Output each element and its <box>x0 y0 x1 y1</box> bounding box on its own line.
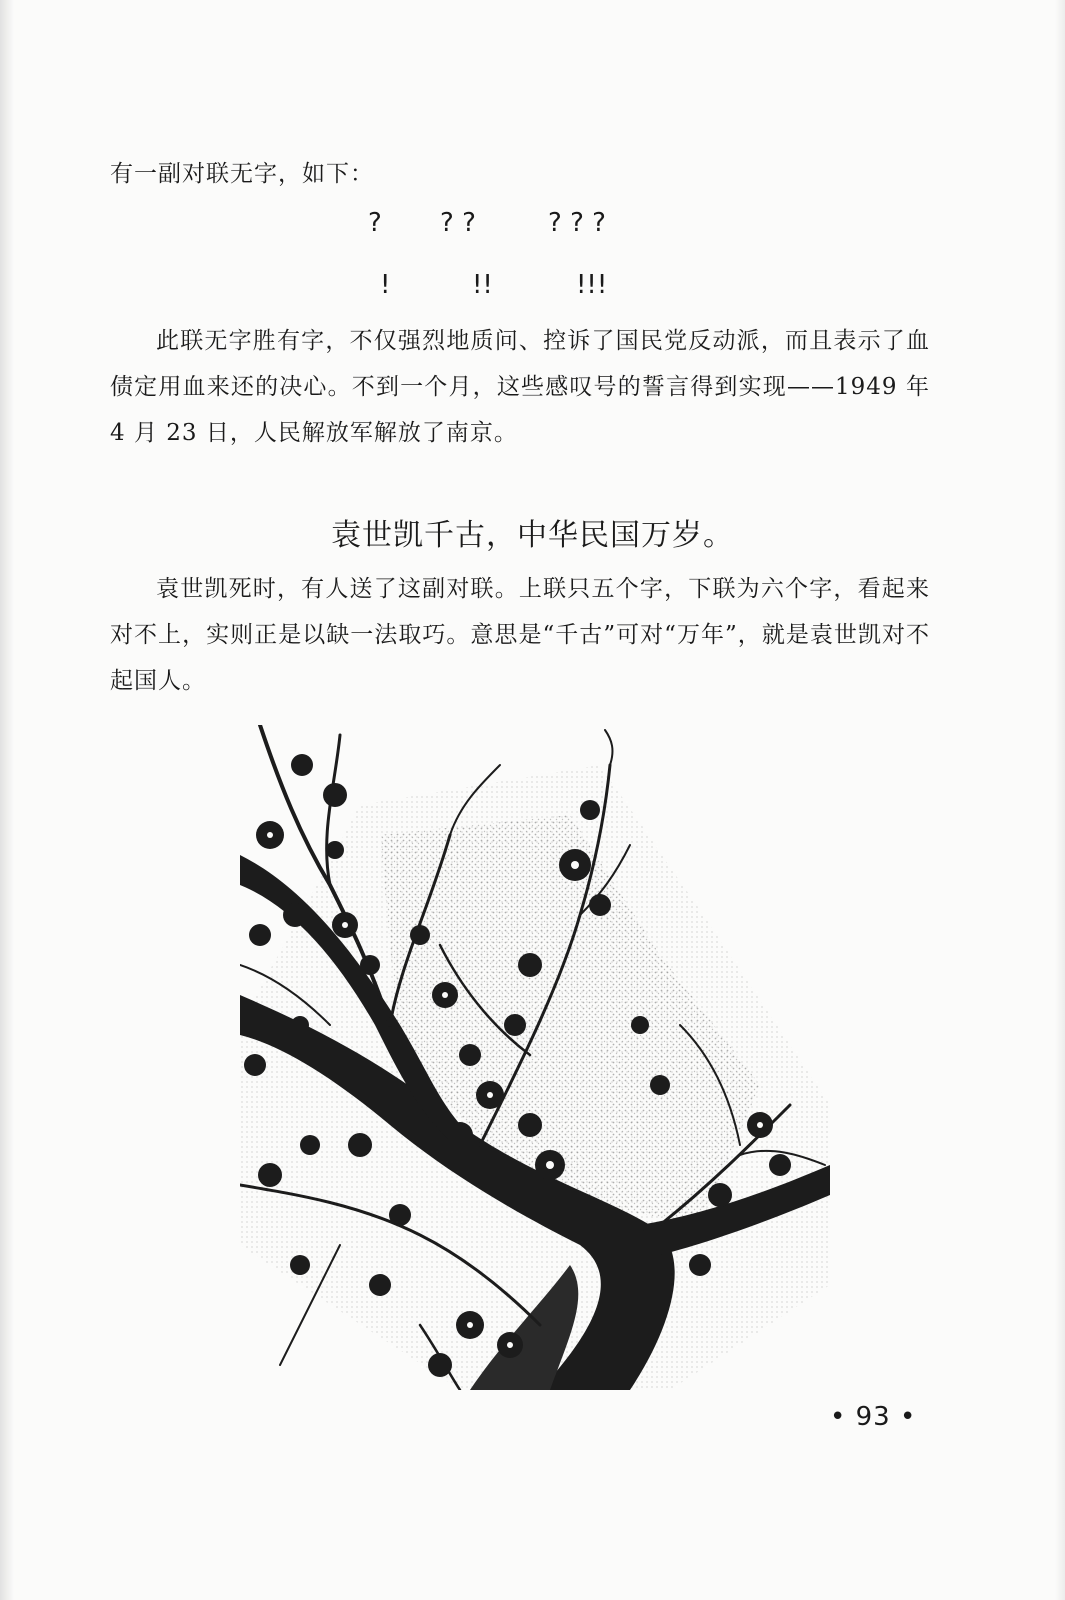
page-shadow-left <box>0 0 14 1600</box>
paragraph-couplet-explanation: 此联无字胜有字，不仅强烈地质问、控诉了国民党反动派，而且表示了血债定用血来还的决心。不到一个月，这些感叹号的誓言得到实现——1949 年 4 月 23 日，人民解放军解放了南京。 <box>110 328 930 446</box>
couplet-upper-part-1: ? <box>368 208 382 238</box>
couplet-upper-part-3: ? ? ? <box>548 208 606 238</box>
section-heading: 袁世凯千古，中华民国万岁。 <box>331 518 734 553</box>
plum-blossom-illustration <box>240 725 830 1390</box>
couplet-lower-part-1: ! <box>380 270 391 300</box>
page-shadow-right <box>1055 0 1065 1600</box>
paragraph-yuan-shikai: 袁世凯死时，有人送了这副对联。上联只五个字，下联为六个字，看起来对不上，实则正是以缺一法取巧。意思是“千古”可对“万年”，就是袁世凯对不起国人。 <box>110 576 930 694</box>
couplet-upper-part-2: ? ? <box>440 208 476 238</box>
couplet-lower-part-2: !! <box>472 270 493 300</box>
couplet-lower-part-3: !!! <box>576 270 608 300</box>
page-number: • 93 • <box>830 1402 917 1432</box>
intro-text: 有一副对联无字，如下： <box>110 161 374 187</box>
